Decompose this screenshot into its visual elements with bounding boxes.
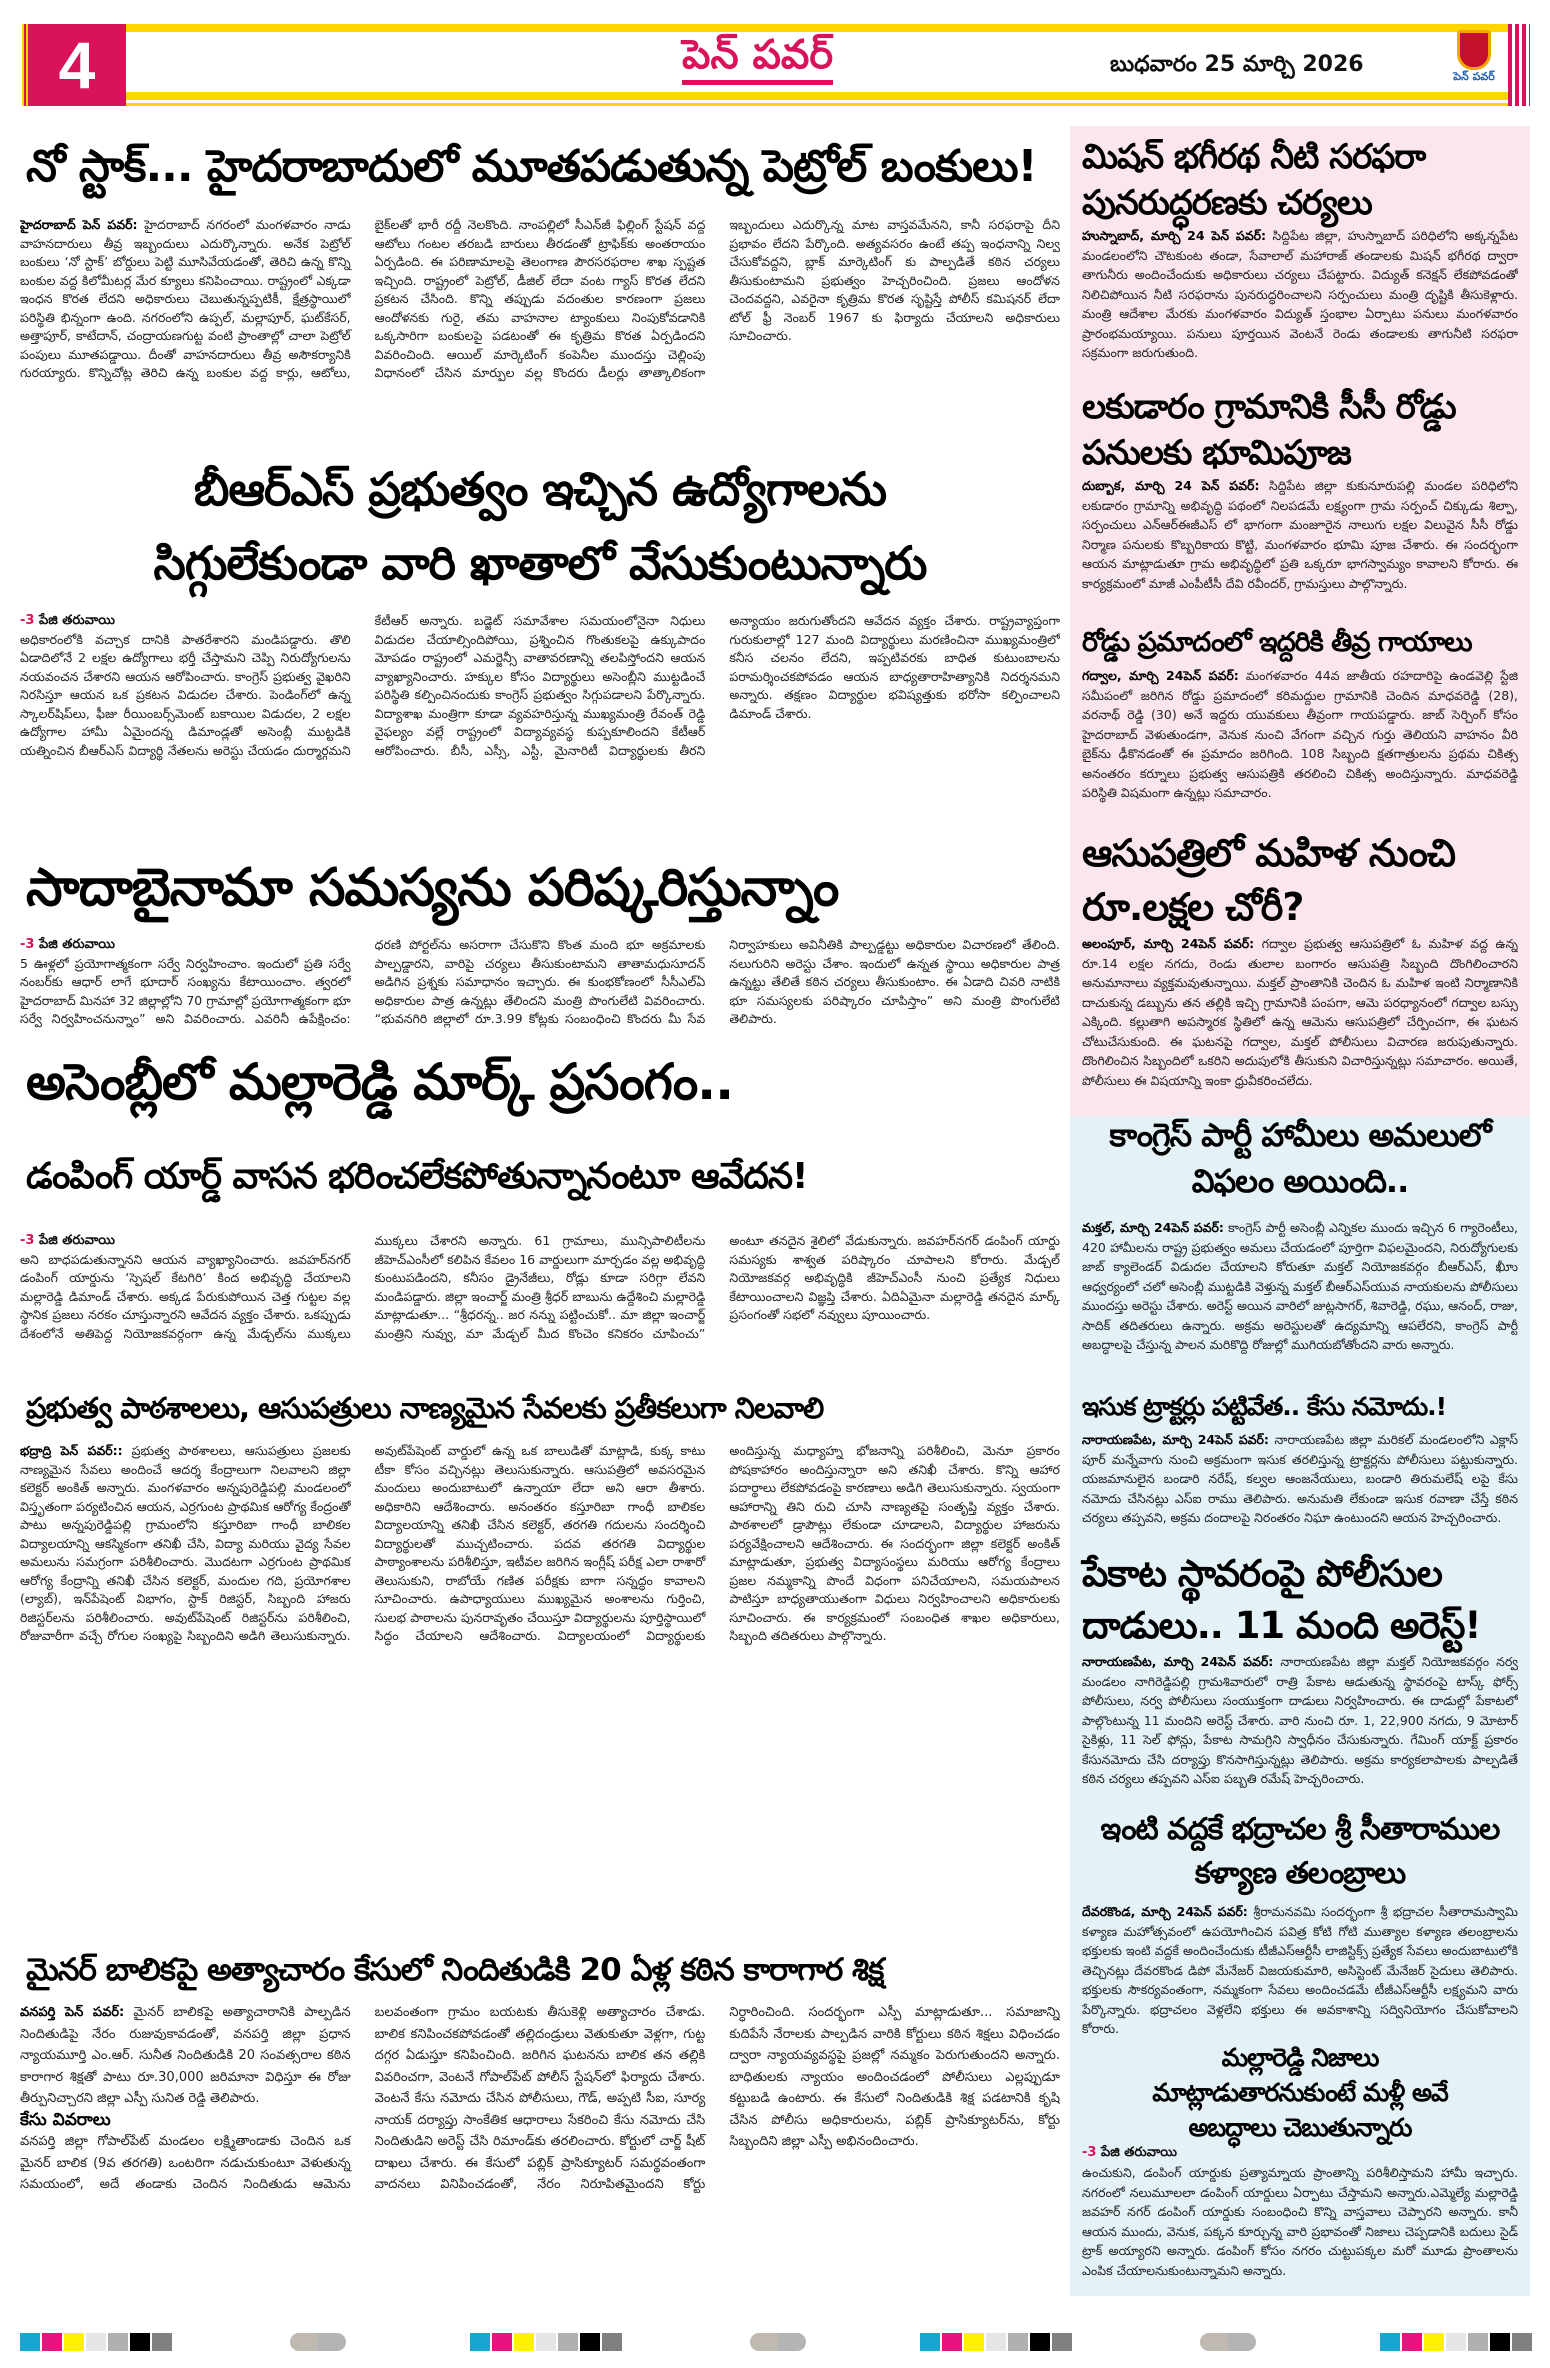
- color-swatch: [942, 2333, 962, 2351]
- headline-mallareddy-speech: అసెంబ్లీలో మల్లారెడ్డి మార్క్ ప్రసంగం..: [26, 1053, 734, 1111]
- sidebar-story-road-accident: [1082, 620, 1518, 824]
- sidebar-dateline: నారాయణపేట, మార్చి 24పెన్ పవర్:: [1082, 1432, 1269, 1447]
- color-swatch: [492, 2333, 512, 2351]
- color-swatch: [602, 2333, 622, 2351]
- article-mallareddy-speech: [20, 1232, 1060, 1358]
- continuation-label: [20, 612, 351, 631]
- masthead-band-bottom-thin: [22, 103, 1530, 106]
- article-govt-schools-hospitals: [20, 1442, 1060, 1932]
- article-sadabainama: [20, 936, 1060, 1032]
- headline-line: మల్లారెడ్డి నిజాలు: [1221, 2043, 1379, 2072]
- color-swatch: [920, 2333, 940, 2351]
- color-swatch: [86, 2333, 106, 2351]
- color-swatch: [1052, 2333, 1072, 2351]
- sidebar-body: నారాయణపేట జిల్లా మక్తల్ నియోజకవర్గం నర్వ మండలం నాగిరెడ్డిపల్లి గ్రామశివారులో రాత్రి పేకాట ఆడుతున్న స్థావరంపై టాస్క్ ఫోర్స్ పోలీసులు, నర్వ పోలీసులు సంయుక్తంగా దాడులు నిర్వహించారు. ఈ దాడుల్లో పేకాటలో పాల్గొంటున్న 11 మందిని అరెస్ట్ చేశారు. వారి నుంచి రూ. 1, 22,900 నగదు, 9 మోటార్ సైకిళ్లు, 11 సెల్ ఫోన్లు, పేకాట సామగ్రిని స్వాధీనం చేసుకున్నారు. గేమింగ్ యాక్ట్ ప్రకారం కేసునమోదు చేసి దర్యాప్తు కొనసాగిస్తున్నట్లు తెలిపారు. అక్రమ కార్యకలాపాలకు పాల్పడితే కఠిన చర్యలు తప్పవని ఎస్ఐ పబ్బతి రమేష్ హెచ్చరించారు.: [1082, 1654, 1518, 1786]
- continuation-text: పేజి తరువాయి: [1096, 2145, 1177, 2160]
- headline-line: బీఆర్ఎస్ ప్రభుత్వం ఇచ్చిన ఉద్యోగాలను: [193, 462, 887, 516]
- article-dateline: హైదరాబాద్ పెన్ పవర్:: [20, 217, 138, 232]
- continuation-text: పేజి తరువాయి: [34, 613, 115, 628]
- color-swatch: [536, 2333, 556, 2351]
- article-body-2: వనపర్తి జిల్లా గోపాల్‌పేట్ మండలం లక్ష్మితాండాకు చెందిన ఒక మైనర్ బాలిక (9వ తరగతి) ఒంటరిగా నడుచుకుంటూ వెళుతున్న సమయంలో, అదే తండాకు చెందిన నిందితుడు ఆమెను బలవంతంగా గ్రామం బయటకు తీసుకెళ్లి అత్యాచారం చేశాడు. బాలిక కనిపించకపోవడంతో తల్లిదండ్రులు వెతుకుతూ వెళ్లగా, గుట్ట దగ్గర ఏడుస్తూ కనిపించింది. జరిగిన ఘటనను బాలిక తన తల్లికి వివరించగా, వెంటనే గోపాల్‌పేట్ పోలీస్ స్టేషన్‌లో ఫిర్యాదు చేశారు. వెంటనే కేసు నమోదు చేసిన పోలీసులు, గౌడ్, అప్పటి సీఐ, సూర్య నాయక్ దర్యాప్తు సాంకేతిక ఆధారాలు సేకరించి కేసు నమోదు చేసి నిందితుడిని అరెస్ట్ చేసి రిమాండ్‌కు తరలించారు. కోర్టులో చార్జ్ షీట్ దాఖలు చేశారు. ఈ కేసులో పబ్లిక్ ప్రాసిక్యూటర్ సమర్థవంతంగా వాదనలు వినిపించడంతో, నేరం నిరూపితమైందని కోర్టు నిర్ధారించింది. సందర్భంగా ఎస్పీ మాట్లాడుతూ... సమాజాన్ని కుదిపేసే నేరాలకు పాల్పడిన వారికి కోర్టులు కఠిన శిక్షలు విధించడం ద్వారా న్యాయవ్యవస్థపై ప్రజల్లో నమ్మకం పెరుగుతుందని అన్నారు. బాధితులకు న్యాయం అందించడంలో పోలీసులు ఎల్లప్పుడూ కట్టుబడి ఉంటారు. ఈ కేసులో నిందితుడికి శిక్ష పడటానికి కృషి చేసిన పోలీసు అధికారులను, పబ్లిక్ ప్రాసిక్యూటర్‌ను, కోర్టు సిబ్బందిని జిల్లా ఎస్పీ అభినందించారు.: [20, 2005, 1060, 2192]
- sidebar-dateline: నారాయణపేట, మార్చి 24పెన్ పవర్:: [1082, 1654, 1274, 1669]
- sidebar-body: నారాయణపేట జిల్లా మరికల్ మండలంలోని ఎక్లాస్ పూర్ మన్నేవాగు నుంచి అక్రమంగా ఇసుక తరలిస్తున్న ట్రాక్టర్లను పోలీసులు పట్టుకున్నారు. యజమానులైన బండారి నరేష్, కల్వల ఆంజనేయులు, బండారి తిరుమలేష్ లపై కేసు నమోదు చేసినట్లు ఎస్ఐ రాము తెలిపారు. అనుమతి లేకుండా ఇసుక రవాణా చేస్తే కఠిన చర్యలు తప్పవని, అక్రమ దందాలపై నిరంతరం నిఘా ఉంటుందని ఆయన హెచ్చరించారు.: [1082, 1432, 1518, 1525]
- color-swatch: [20, 2333, 40, 2351]
- sidebar-body: శ్రీరామనవమి సందర్భంగా శ్రీ భద్రాచల సీతారామస్వామి కళ్యాణ మహోత్సవంలో ఉపయోగించిన పవిత్ర కోటి గోటి ముత్యాల కళ్యాణ తలంబ్రాలను భక్తులకు ఇంటి వద్దకే అందించేందుకు టీజీఎస్ఆర్టీసీ లాజిస్టిక్స్ ప్రత్యేక సేవలు అందుబాటులోకి తెచ్చినట్లు దేవరకొండ డిపో మేనేజర్ విజయకుమారి, అసిస్టెంట్ మేనేజర్ సైదులు తెలిపారు. భక్తులకు సౌకర్యవంతంగా, నమ్మకంగా సేవలు అందించడమే టీజీఎస్ఆర్టీసీ లక్ష్యమని వారు పేర్కొన్నారు. భద్రాచలం వెళ్లలేని భక్తులు ఈ అవకాశాన్ని సద్వినియోగం చేసుకోవాలని కోరారు.: [1082, 1904, 1518, 2036]
- masthead: [22, 24, 1530, 106]
- color-swatch: [1402, 2333, 1422, 2351]
- continuation-page: -3: [20, 937, 35, 952]
- continuation-label: [20, 936, 351, 955]
- color-swatch: [1030, 2333, 1050, 2351]
- issue-date: బుధవారం 25 మార్చి 2026: [1110, 52, 1364, 77]
- sidebar-headline: మిషన్ భగీరథ నీటి సరఫరా పునరుద్ధరణకు చర్యలు: [1082, 137, 1426, 223]
- sidebar-story-mallareddy-lies: [1082, 2040, 1518, 2283]
- sidebar-headline: ఇంటి వద్దకే భద్రాచల శ్రీ సీతారాముల కళ్యాణ తలంబ్రాలు: [1100, 1812, 1500, 1891]
- sidebar-headline: పేకాట స్థావరంపై పోలీసుల దాడులు.. 11 మంది అరెస్ట్!: [1082, 1552, 1481, 1647]
- color-swatch: [108, 2333, 128, 2351]
- color-swatch: [152, 2333, 172, 2351]
- headline-line: సిగ్గులేకుండా వారి ఖాతాలో వేసుకుంటున్నారు: [153, 536, 927, 590]
- color-swatch: [1468, 2333, 1488, 2351]
- color-swatch: [1424, 2333, 1444, 2351]
- color-swatch: [986, 2333, 1006, 2351]
- color-swatch: [130, 2333, 150, 2351]
- color-swatch: [558, 2333, 578, 2351]
- color-swatch: [1446, 2333, 1466, 2351]
- color-swatch: [1490, 2333, 1510, 2351]
- article-dateline: వనపర్తి పెన్ పవర్:: [20, 2005, 125, 2020]
- sidebar-dateline: దేవరకొండ, మార్చి 24పెన్ పవర్:: [1082, 1904, 1248, 1919]
- sidebar-headline: ఇసుక ట్రాక్టర్లు పట్టివేత.. కేసు నమోదు.!: [1082, 1392, 1447, 1421]
- color-swatch: [580, 2333, 600, 2351]
- registration-pill: [290, 2333, 346, 2351]
- sidebar-dateline: గద్వాల, మార్చి 24పెన్ పవర్:: [1082, 668, 1239, 683]
- sidebar-body: మంగళవారం 44వ జాతీయ రహదారిపై ఉండవెల్లి స్టేజి సమీపంలో జరిగిన రోడ్డు ప్రమాదంలో కరిమద్దుల గ్రామానికి చెందిన మాధవరెడ్డి (28), వరనాథ్ రెడ్డి (30) అనే ఇద్దరు యువకులు తీవ్రంగా గాయపడ్డారు. జాబ్ సెర్చింగ్ కోసం హైదరాబాద్ వెళుతుండగా, వెనుక నుంచి వేగంగా వచ్చిన గుర్తు తెలియని వాహనం వీరి బైక్‌ను ఢీకొనడంతో ఈ ప్రమాదం జరిగింది. 108 సిబ్బంది క్షతగాత్రులను ప్రథమ చికిత్స అనంతరం కర్నూలు ప్రభుత్వ ఆసుపత్రికి తరలించి చికిత్స అందిస్తున్నారు. మాధవరెడ్డి పరిస్థితి విషమంగా ఉన్నట్లు సమాచారం.: [1082, 668, 1518, 800]
- article-body: అని బాధపడుతున్నానని ఆయన వ్యాఖ్యానించారు. జవహర్‌నగర్ డంపింగ్ యార్డును ‘స్పెషల్ కేటగిరి’ కింద అభివృద్ధి చేయాలని మల్లారెడ్డి డిమాండ్ చేశారు. అక్కడ పేరుకుపోయిన చెత్త గుట్టల వల్ల స్థానిక ప్రజలు నరకం చూస్తున్నారని ఆవేదన వ్యక్తం చేశారు. ఒకప్పుడు దేశంలోనే అతిపెద్ద నియోజకవర్గంగా ఉన్న మేడ్చల్‌ను ముక్కలు ముక్కలు చేశారని అన్నారు. 61 గ్రామాలు, మున్సిపాలిటీలను జీహెచ్ఎంసీలో కలిపిన కేవలం 16 వార్డులుగా మార్చడం వల్ల అభివృద్ధి కుంటుపడిందని, కనీసం డ్రైనేజీలు, రోడ్లు కూడా సరిగ్గా లేవని మండిపడ్డారు. జిల్లా ఇంచార్జ్ మంత్రి శ్రీధర్ బాబును ఉద్దేశించి మల్లారెడ్డి మాట్లాడుతూ... “శ్రీధరన్న.. జర నన్ను పట్టించుకో.. మా జిల్లా ఇంచార్జ్ మంత్రిని నువ్వు, మా మేడ్చల్ మీద కొంచెం కనికరం చూపించు” అంటూ తనదైన శైలిలో వేడుకున్నారు. జవహర్‌నగర్ డంపింగ్ యార్డు సమస్యకు శాశ్వత పరిష్కారం చూపాలని కోరారు. మేడ్చల్ నియోజకవర్గ అభివృద్ధికి జీహెచ్ఎంసీ నుంచి ప్రత్యేక నిధులు కేటాయించాలని విజ్ఞప్తి చేశారు. ఏదిఏమైనా మల్లారెడ్డి తనదైన మార్క్ ప్రసంగంతో సభలో నవ్వులు పూయించారు.: [20, 1233, 1060, 1341]
- sidebar-story-sand-tractors: [1082, 1384, 1518, 1548]
- continuation-text: పేజి తరువాయి: [34, 937, 115, 952]
- continuation-label: [20, 1232, 351, 1251]
- article-dateline: భద్రాద్రి పెన్ పవర్::: [20, 1443, 123, 1458]
- sidebar-story-talambralu: [1082, 1808, 1518, 2058]
- sidebar-headline: రోడ్డు ప్రమాదంలో ఇద్దరికి తీవ్ర గాయాలు: [1082, 627, 1472, 658]
- headline-minor-case-verdict: మైనర్ బాలికపై అత్యాచారం కేసులో నిందితుడికి 20 ఏళ్ల కఠిన కారాగార శిక్ష: [26, 1952, 884, 1988]
- article-subhead: కేసు వివరాలు: [20, 2109, 111, 2130]
- continuation-page: -3: [20, 613, 35, 628]
- headline-line: మాట్లాడుతారనుకుంటే మళ్లీ అవే: [1152, 2078, 1448, 2107]
- sidebar-dateline: దుబ్బాక, మార్చి 24 పెన్ పవర్:: [1082, 478, 1260, 493]
- color-swatch: [470, 2333, 490, 2351]
- continuation-text: పేజి తరువాయి: [34, 1233, 115, 1248]
- article-brs-jobs: [20, 612, 1060, 842]
- newspaper-logo: [1446, 30, 1502, 100]
- article-body: అధికారంలోకి వచ్చాక దానికి పాతరేశారని మండిపడ్డారు. తొలి ఏడాదిలోనే 2 లక్షల ఉద్యోగాలు భర్తీ చేస్తామని చెప్పి నిరుద్యోగులను నయవంచన చేశారని ఆయన ఆరోపించారు. కాంగ్రెస్ ప్రభుత్వ వైఖరిని నిరసిస్తూ ఆయన ఒక ప్రకటన విడుదల చేశారు. పెండింగ్‌లో ఉన్న స్కాలర్‌షిప్‌లు, ఫీజు రీయింబర్స్‌మెంట్ బకాయిల విడుదల, 2 లక్షల ఉద్యోగాల హామీ ఏమైందన్న డిమాండ్లతో అసెంబ్లీ ముట్టడికి యత్నించిన బీఆర్ఎస్ విద్యార్థి నేతలను అరెస్టు చేయడం దుర్మార్గమని కేటీఆర్ అన్నారు. బడ్జెట్ సమావేశాల సమయంలోనైనా నిధులు విడుదల చేయాల్సిందిపోయి, ప్రశ్నించిన గొంతుకలపై ఉక్కుపాదం మోపడం రాష్ట్రంలో ఎమర్జెన్సీ వాతావరణాన్ని తలపిస్తోందని ఆయన వ్యాఖ్యానించారు. హక్కుల కోసం విద్యార్థులు అసెంబ్లీని ముట్టడించే పరిస్థితి కల్పించినందుకు కాంగ్రెస్ ప్రభుత్వం సిగ్గుపడాలని పేర్కొన్నారు. విద్యాశాఖ మంత్రిగా కూడా వ్యవహరిస్తున్న ముఖ్యమంత్రి రేవంత్ రెడ్డి వైఫల్యం వల్లే రాష్ట్రంలో విద్యావ్యవస్థ కుప్పకూలిందని కేటీఆర్ ఆరోపించారు. బీసీ, ఎస్సీ, ఎస్టీ, మైనారిటీ విద్యార్థులకు తీరని అన్యాయం జరుగుతోందని ఆవేదన వ్యక్తం చేశారు. రాష్ట్రవ్యాప్తంగా గురుకులాల్లో 127 మంది విద్యార్థులు మరణించినా ముఖ్యమంత్రిలో కనీస చలనం లేదని, ఇప్పటివరకు బాధిత కుటుంబాలను పరామర్శించకపోవడం ఆయన బాధ్యతారాహిత్యానికి నిదర్శనమని అన్నారు. తక్షణం విద్యార్థుల భవిష్యత్తుకు భరోసా కల్పించాలని డిమాండ్ చేశారు.: [20, 613, 1060, 758]
- continuation-page: -3: [1082, 2145, 1097, 2160]
- article-petrol-bunks: [20, 216, 1060, 442]
- sidebar-body: సిద్దిపేట జిల్లా, హుస్నాబాద్ పరిధిలోని అక్కన్నపేట మండలంలోని చౌటకుంట తండా, సేవాలాల్ మహారాజ్ తండాలకు మిషన్ భగీరథ ద్వారా తాగునీరు అందించేందుకు అధికారులు చర్యలు చేపట్టారు. విద్యుత్ కనెక్షన్ లేకపోవడంతో నిలిచిపోయిన నీటి సరఫరాను పునరుద్ధరించాలని సర్పంచులు మంత్రి దృష్టికి తీసుకెళ్లారు. మంత్రి ఆదేశాల మేరకు మంగళవారం విద్యుత్ స్తంభాల ఏర్పాటు పనులు మంగళవారం ప్రారంభమయ్యాయి. పనులు పూర్తయిన వెంటనే రెండు తండాలకు తాగునీటి సరఫరా సక్రమంగా జరుగుతుంది.: [1082, 228, 1518, 360]
- article-body: ప్రభుత్వ పాఠశాలలు, ఆసుపత్రులు ప్రజలకు నాణ్యమైన సేవలు అందించే ఆదర్శ కేంద్రాలుగా నిలవాలని జిల్లా కలెక్టర్ అంకిత్ అన్నారు. మంగళవారం అన్నపురెడ్డిపల్లి మండలంలో విస్తృతంగా పర్యటించిన ఆయన, ఎర్రగుంట ప్రాథమిక ఆరోగ్య కేంద్రంతో పాటు అన్నపురెడ్డిపల్లి గ్రామంలోని కస్తూరిబా గాంధీ బాలికల విద్యాలయాన్ని ఆకస్మికంగా తనిఖీ చేసి, విద్యా మరియు వైద్య సేవల అమలును సమగ్రంగా పరిశీలించారు. మొదటగా ఎర్రగుంట ప్రాథమిక ఆరోగ్య కేంద్రాన్ని తనిఖీ చేసిన కలెక్టర్, మందుల గది, ప్రయోగశాల (ల్యాబ్), ఇన్‌పేషెంట్ విభాగం, స్టాక్ రిజిస్టర్, సిబ్బంది హాజరు రిజిస్టర్‌లను పరిశీలించారు. అవుట్‌పేషెంట్ రిజిస్టర్‌ను పరిశీలించి, రోజువారీగా వచ్చే రోగుల సంఖ్యపై సిబ్బందిని అడిగి తెలుసుకున్నారు. అవుట్‌పేషెంట్ వార్డులో ఉన్న ఒక బాలుడితో మాట్లాడి, కుక్క కాటు టీకా కోసం వచ్చినట్లు తెలుసుకున్నారు. ఆసుపత్రిలో అవసరమైన మందులు అందుబాటులో ఉన్నాయా లేదా అని ఆరా తీశారు. అధికారిని ఆదేశించారు. అనంతరం కస్తూరిబా గాంధీ బాలికల విద్యాలయాన్ని తనిఖీ చేసిన కలెక్టర్, తరగతి గదులను సందర్శించి విద్యార్థులతో ముచ్చటించారు. పదవ తరగతి విద్యార్థుల పాఠ్యాంశాలను పరిశీలిస్తూ, ఇటీవల జరిగిన ఇంగ్లీష్ పరీక్ష ఎలా రాశారో తెలుసుకుని, రాబోయే గణిత పరీక్షకు బాగా సన్నద్ధం కావాలని సూచించారు. ఉపాధ్యాయులు ముఖ్యమైన అంశాలను గుర్తించి, సులభ పాఠాలను పునరావృతం చేయిస్తూ విద్యార్థులను పూర్తిస్థాయిలో సిద్ధం చేయాలని ఆదేశించారు. విద్యాలయంలో విద్యార్థులకు అందిస్తున్న మధ్యాహ్న భోజనాన్ని పరిశీలించి, మెనూ ప్రకారం పోషకాహారం అందిస్తున్నారా అని తనిఖీ చేశారు. కొన్ని ఆహార పదార్థాలు లేకపోవడంపై కారణాలు అడిగి తెలుసుకున్నారు. స్వయంగా ఆహారాన్ని తిని రుచి చూసి నాణ్యతపై సంతృప్తి వ్యక్తం చేశారు. పాఠశాలలో డ్రాపౌట్లు లేకుండా చూడాలని, విద్యార్థుల హాజరును పర్యవేక్షించాలని ఆదేశించారు. ఈ సందర్భంగా జిల్లా కలెక్టర్ అంకిత్ మాట్లాడుతూ, ప్రభుత్వ విద్యాసంస్థలు మరియు ఆరోగ్య కేంద్రాలు ప్రజల నమ్మకాన్ని పొందే విధంగా పనిచేయాలని, సమయపాలన పాటిస్తూ బాధ్యతాయుతంగా విధులు నిర్వహించాలని అధికారులకు సూచించారు. ఈ కార్యక్రమంలో సంబంధిత శాఖల అధికారులు, సిబ్బంది తదితరులు పాల్గొన్నారు.: [20, 1443, 1060, 1643]
- sidebar-dateline: హుస్నాబాద్, మార్చి 24 పెన్ పవర్:: [1082, 228, 1267, 243]
- sidebar-body: సిద్దిపేట జిల్లా కుకునూరుపల్లి మండల పరిధిలోని లకుడారం గ్రామాన్ని అభివృద్ధి పథంలో నిలపడమే లక్ష్యంగా గ్రామ సర్పంచ్ చిక్కుడు శిల్పా, సర్పంచులు ఎన్ఆర్ఈజీఎస్ లో భాగంగా మంజూరైన నాలుగు లక్షల విలువైన సీసీ రోడ్డు నిర్మాణ పనులకు కొబ్బరికాయ కొట్టి, మంగళవారం భూమి పూజ చేశారు. ఈ సందర్భంగా ఆయన మాట్లాడుతూ గ్రామ అభివృద్ధిలో ప్రతి ఒక్కరూ భాగస్వామ్యం కావాలని కోరారు. ఈ కార్యక్రమంలో మాజీ ఎంపీటీసీ దేవి రవీందర్, గ్రామస్తులు పాల్గొన్నారు.: [1082, 478, 1518, 591]
- headline-brs-jobs: [20, 452, 1060, 600]
- masthead-stripes: [1508, 24, 1530, 106]
- newspaper-title: పెన్ పవర్: [682, 30, 833, 85]
- sidebar-body: గద్వాల ప్రభుత్వ ఆసుపత్రిలో ఓ మహిళ వద్ద ఉన్న రూ.14 లక్షల నగదు, రెండు తులాల బంగారం ఆసుపత్రి సిబ్బంది దొంగిలించారని అనుమానాలు వ్యక్తమవుతున్నాయి. మక్తల్ ప్రాంతానికి చెందిన ఓ మహిళ ఇంటి నిర్మాణానికి దాచుకున్న డబ్బును తన తల్లికి ఇచ్చి గ్రామానికి పంపగా, ఆమె పరధ్యానంలో గద్వాల బస్సు ఎక్కింది. కల్లుతాగి అపస్మారక స్థితిలో ఉన్న ఆమెను ఆసుపత్రిలో చేర్పించగా, ఈ ఘటన చోటుచేసుకుంది. ఈ ఘటనపై గద్వాల, మక్తల్ పోలీసులు విచారణ జరుపుతున్నారు. దొంగిలించిన సిబ్బందిలో ఒకరిని అదుపులోకి తీసుకుని విచారిస్తున్నట్లు సమాచారం. అయితే, పోలీసులు ఈ విషయాన్ని ఇంకా ధ్రువీకరించలేదు.: [1082, 936, 1518, 1088]
- color-swatch: [1380, 2333, 1400, 2351]
- color-swatch: [514, 2333, 534, 2351]
- registration-pill: [750, 2333, 806, 2351]
- sidebar-headline: కాంగ్రెస్ పార్టీ హామీలు అమలులో విఫలం అయింది..: [1109, 1116, 1491, 1200]
- color-swatch: [1008, 2333, 1028, 2351]
- sidebar-story-cc-road: [1082, 384, 1518, 630]
- sidebar-story-mission-bhagiratha: [1082, 134, 1518, 378]
- logo-shield-icon: [1457, 30, 1491, 70]
- article-minor-case-verdict: [20, 2002, 1060, 2312]
- sidebar-body: ఉంచుకుని, డంపింగ్ యార్డుకు ప్రత్యామ్నాయ ప్రాంతాన్ని పరిశీలిస్తామని హామీ ఇచ్చారు. నగరంలో నలుమూలలా డంపింగ్ యార్డులు ఏర్పాటు చేస్తామని అన్నారు.ఎమ్మెల్యే మల్లారెడ్డి జవహర్ నగర్ డంపింగ్ యార్డుకు సంబంధించి కొన్ని వాస్తవాలు చెప్పారని అన్నారు. కానీ ఆయన ముందు, వెనుక, పక్కన కూర్చున్న వారి ప్రభావంతో నిజాలు చెప్పడానికి బదులు సైడ్ ట్రాక్ అయ్యారని అన్నారు. డంపింగ్ కోసం నగరం చుట్టుపక్కల మరో మూడు ప్రాంతాలను ఎంపిక చేయాలనుకుంటున్నామని అన్నారు.: [1082, 2165, 1518, 2278]
- page-number: 4: [22, 24, 126, 106]
- article-body: హైదరాబాద్ నగరంలో మంగళవారం నాడు వాహనదారులు తీవ్ర ఇబ్బందులు ఎదుర్కొన్నారు. అనేక పెట్రోల్ బంకులు ‘నో స్టాక్’ బోర్డులు పెట్టి మూసివేయడంతో, తెరిచి ఉన్న కొన్ని బంకుల వద్ద కిలోమీటర్ల మేర క్యూలు కనిపించాయి. రాష్ట్రంలో ఎక్కడా ఇంధన కొరత లేదని అధికారులు చెబుతున్నప్పటికీ, క్షేత్రస్థాయిలో పరిస్థితి భిన్నంగా ఉంది. నగరంలోని ఉప్పల్, మల్లాపూర్, ఘట్‌కేసర్, అత్తాపూర్, కాటేదాన్, చంద్రాయణగుట్ట వంటి ప్రాంతాల్లో చాలా పెట్రోల్ పంపులు మూతపడ్డాయి. దీంతో వాహనదారులు తీవ్ర అసౌకర్యానికి గురయ్యారు. కొన్నిచోట్ల తెరిచి ఉన్న బంకుల వద్ద కార్లు, ఆటోలు, బైక్‌లతో భారీ రద్దీ నెలకొంది. నాంపల్లిలో సీఎన్‌జీ ఫిల్లింగ్ స్టేషన్ వద్ద ఆటోలు గంటల తరబడి బారులు తీరడంతో ట్రాఫిక్‌కు అంతరాయం ఏర్పడింది. ఈ పరిణామాలపై తెలంగాణ పౌరసరఫరాల శాఖ స్పష్టత ఇచ్చింది. రాష్ట్రంలో పెట్రోల్, డీజిల్ లేదా వంట గ్యాస్ కొరత లేదని ప్రకటన చేసింది. కొన్ని తప్పుడు వదంతుల కారణంగా ప్రజలు ఆందోళనకు గురై, తమ వాహనాల ట్యాంకులు నింపుకోవడానికి ఒక్కసారిగా బంకులపై పడటంతో ఈ కృత్రిమ కొరత ఏర్పడిందని వివరించింది. ఆయిల్ మార్కెటింగ్ కంపెనీల ముందస్తు చెల్లింపు విధానంలో చేసిన మార్పుల వల్ల కొందరు డీలర్లు తాత్కాలికంగా ఇబ్బందులు ఎదుర్కొన్న మాట వాస్తవమేనని, కానీ సరఫరాపై దీని ప్రభావం లేదని పేర్కొంది. అత్యవసరం ఉంటే తప్ప ఇంధనాన్ని నిల్వ చేసుకోవద్దని, బ్లాక్ మార్కెటింగ్ కు పాల్పడితే కఠిన చర్యలు తీసుకుంటామని ప్రభుత్వం హెచ్చరించింది. ప్రజలు ఆందోళన చెందవద్దని, ఎవరైనా కృత్రిమ కొరత సృష్టిస్తే పోలీస్ కమిషనర్ లేదా టోల్ ఫ్రీ నెంబర్ 1967 కు ఫిర్యాదు చేయాలని అధికారులు సూచించారు.: [20, 217, 1060, 380]
- headline-govt-schools-hospitals: ప్రభుత్వ పాఠశాలలు, ఆసుపత్రులు నాణ్యమైన సేవలకు ప్రతీకలుగా నిలవాలి: [26, 1391, 824, 1425]
- headline-sadabainama: సాదాబైనామా సమస్యను పరిష్కరిస్తున్నాం: [26, 858, 839, 918]
- headline-petrol-bunks: నో స్టాక్... హైదరాబాదులో మూతపడుతున్న పెట్రోల్ బంకులు!: [26, 141, 1037, 192]
- registration-pill: [1200, 2333, 1256, 2351]
- masthead-band-bottom: [22, 92, 1530, 100]
- continuation-label: [1082, 2145, 1518, 2163]
- color-swatch: [42, 2333, 62, 2351]
- sidebar-headline: లకుడారం గ్రామానికి సీసీ రోడ్డు పనులకు భూమిపూజ: [1082, 387, 1456, 473]
- sidebar-story-gambling-raid: [1082, 1548, 1518, 1810]
- logo-text: పెన్ పవర్: [1453, 70, 1495, 83]
- sidebar-body: కాంగ్రెస్ పార్టీ అసెంబ్లీ ఎన్నికల ముందు ఇచ్చిన 6 గ్యారెంటీలు, 420 హామీలను రాష్ట్ర ప్రభుత్వం అమలు చేయడంలో పూర్తిగా విఫలమైందని, నిరుద్యోగులకు జాబ్ క్యాలెండర్ విడుదల చేయాలని కోరుతూ మక్తల్ నియోజకవర్గం బీఆర్ఎస్, ఖీూు ఆధ్వర్యంలో చలో అసెంబ్లీ ముట్టడికి వెళ్తున్న మక్తల్ బీఆర్ఎస్‌యువ నాయకులను పోలీసులు ముందస్తు అరెస్టు చేశారు. అరెస్ట్ అయిన వారిలో జుట్లసాగర్, శివారెడ్డి, రఘు, ఆనంద్, రాజు, సాదిక్ తదితరులు ఉన్నారు. అక్రమ అరెస్టులతో ఉద్యమాన్ని ఆపలేరని, కాంగ్రెస్ పార్టీ అబద్ధాలపై చేస్తున్న పాలన మరికొద్ది రోజుల్లో ముగియబోతోందని వారు అన్నారు.: [1082, 1220, 1518, 1352]
- sidebar-story-congress-promises: [1082, 1112, 1518, 1394]
- article-body: 5 ఊళ్లలో ప్రయోగాత్మకంగా సర్వే నిర్వహించాం. ఇందులో ప్రతి సర్వే నంబర్‌కు ఆధార్ లాగే భూదార్ సంఖ్యను కేటాయించాం. త్వరలో హైదరాబాద్ మినహా 32 జిల్లాల్లోని 70 గ్రామాల్లో ప్రయోగాత్మకంగా భూ సర్వే నిర్వహించనున్నాం” అని వివరించారు. ఎవరినీ ఉపేక్షించం: ధరణి పోర్టల్‌ను అసరాగా చేసుకొని కొంత మంది భూ అక్రమాలకు పాల్పడ్డారని, వారిపై చర్యలు తీసుకుంటామని తాతామధుసూదన్ అడిగిన ప్రశ్నకు సమాధానం ఇచ్చారు. ఈ కుంభకోణంలో సీసీఎల్ఏ అధికారుల పాత్ర ఉన్నట్లు తేలిందని మంత్రి పొంగులేటి వివరించారు. “భువనగిరి జిల్లాలో రూ.3.99 కోట్లకు సంబంధించి కొందరు మీ సేవ నిర్వాహకులు అవినీతికి పాల్పడ్డట్టు అధికారుల విచారణలో తేలింది. నలుగురిని అరెస్టు చేశాం. ఇందులో ఉన్నత స్థాయి అధికారుల పాత్ర ఉన్నట్టు తేలితే కఠిన చర్యలు తీసుకుంటాం. ఈ ఏడాది చివరి నాటికి భూ సమస్యలకు పరిష్కారం చూపిస్తాం” అని మంత్రి పొంగులేటి తెలిపారు.: [20, 937, 1060, 1026]
- sidebar-headline: ఆసుపత్రిలో మహిళ నుంచి రూ.లక్షల చోరీ?: [1082, 831, 1456, 929]
- color-swatch: [1512, 2333, 1532, 2351]
- print-color-bar: [0, 2325, 1550, 2355]
- sidebar-story-hospital-theft: [1082, 826, 1518, 1110]
- article-body: మైనర్ బాలికపై అత్యాచారానికి పాల్పడిన నిందితుడిపై నేరం రుజువుకావడంతో, వనపర్తి జిల్లా ప్రధాన న్యాయమూర్తి ఎం.ఆర్. సునీత నిందితుడికి 20 సంవత్సరాల కఠిన కారాగార శిక్షతో పాటు రూ.30,000 జరిమానా విధిస్తూ ఈ రోజు తీర్పునిచ్చారని జిల్లా ఎస్పీ సునిత రెడ్డి తెలిపారు.: [20, 2005, 351, 2106]
- subheadline-dumping-yard: డంపింగ్ యార్డ్ వాసన భరించలేకపోతున్నానంటూ ఆవేదన!: [26, 1156, 808, 1197]
- continuation-page: -3: [20, 1233, 35, 1248]
- sidebar-headline: [1082, 2040, 1518, 2145]
- color-swatch: [964, 2333, 984, 2351]
- color-swatch: [64, 2333, 84, 2351]
- sidebar-dateline: అలంపూర్, మార్చి 24పెన్ పవర్:: [1082, 936, 1255, 951]
- sidebar-dateline: మక్తల్, మార్చి 24పెన్ పవర్:: [1082, 1220, 1224, 1235]
- headline-line: అబద్ధాలు చెబుతున్నారు: [1188, 2113, 1412, 2142]
